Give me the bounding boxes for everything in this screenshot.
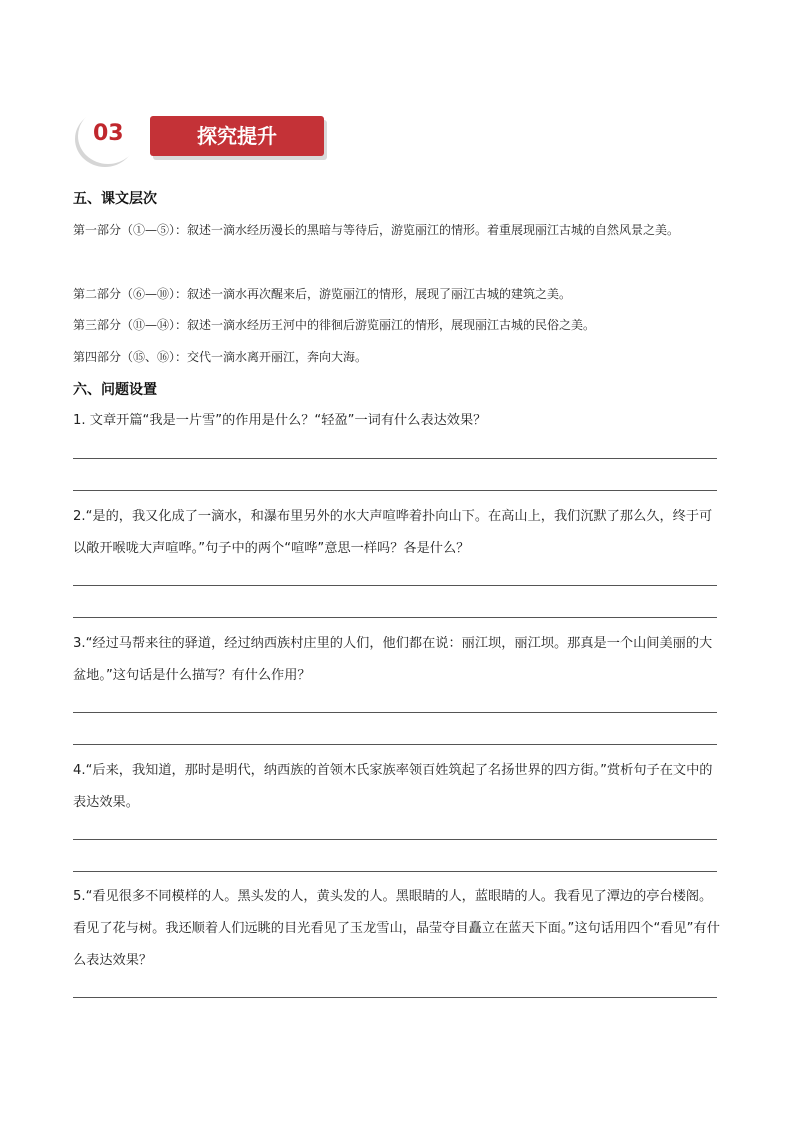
structure-part-1: 第一部分（①—⑤）：叙述一滴水经历漫长的黑暗与等待后，游览丽江的情形。着重展现丽江古城的自然风景之美。 bbox=[73, 223, 680, 237]
answer-line[interactable] bbox=[73, 458, 717, 459]
heading-questions: 六、问题设置 bbox=[73, 382, 157, 398]
section-banner bbox=[78, 108, 328, 164]
answer-line[interactable] bbox=[73, 490, 717, 491]
structure-part-4: 第四部分（⑮、⑯）：交代一滴水离开丽江，奔向大海。 bbox=[73, 350, 368, 364]
answer-line[interactable] bbox=[73, 712, 717, 713]
answer-line[interactable] bbox=[73, 744, 717, 745]
question-4: 4.“后来，我知道，那时是明代，纳西族的首领木氏家族率领百姓筑起了名扬世界的四方街。”赏析句子在文中的表达效果。 bbox=[73, 763, 713, 810]
question-1: 1. 文章开篇“我是一片雪”的作用是什么？“轻盈”一词有什么表达效果？ bbox=[73, 413, 487, 428]
answer-line[interactable] bbox=[73, 617, 717, 618]
section-title: 探究提升 bbox=[197, 124, 277, 148]
structure-part-2: 第二部分（⑥—⑩）：叙述一滴水再次醒来后，游览丽江的情形，展现了丽江古城的建筑之美。 bbox=[73, 287, 572, 301]
section-number-badge bbox=[78, 108, 138, 164]
heading-text-structure: 五、课文层次 bbox=[73, 191, 157, 207]
question-5: 5.“看见很多不同模样的人。黑头发的人，黄头发的人。黑眼睛的人，蓝眼睛的人。我看见了潭边的亭台楼阁。看见了花与树。我还顺着人们远眺的目光看见了玉龙雪山，晶莹夺目矗立在蓝天下面。”这句话用四个“看见”有什么表达效果？ bbox=[73, 889, 720, 968]
answer-line[interactable] bbox=[73, 585, 717, 586]
question-3: 3.“经过马帮来往的驿道，经过纳西族村庄里的人们，他们都在说：丽江坝，丽江坝。那真是一个山间美丽的大盆地。”这句话是什么描写？有什么作用？ bbox=[73, 636, 713, 683]
answer-line[interactable] bbox=[73, 839, 717, 840]
section-number: 03 bbox=[93, 121, 124, 146]
answer-line[interactable] bbox=[73, 871, 717, 872]
answer-line[interactable] bbox=[73, 997, 717, 998]
question-2: 2.“是的，我又化成了一滴水，和瀑布里另外的水大声喧哗着扑向山下。在高山上，我们沉默了那么久，终于可以敞开喉咙大声喧哗。”句子中的两个“喧哗”意思一样吗？各是什么？ bbox=[73, 509, 713, 556]
structure-part-3: 第三部分（⑪—⑭）：叙述一滴水经历王河中的徘徊后游览丽江的情形，展现丽江古城的民俗之美。 bbox=[73, 318, 596, 332]
section-title-bar bbox=[150, 116, 324, 156]
